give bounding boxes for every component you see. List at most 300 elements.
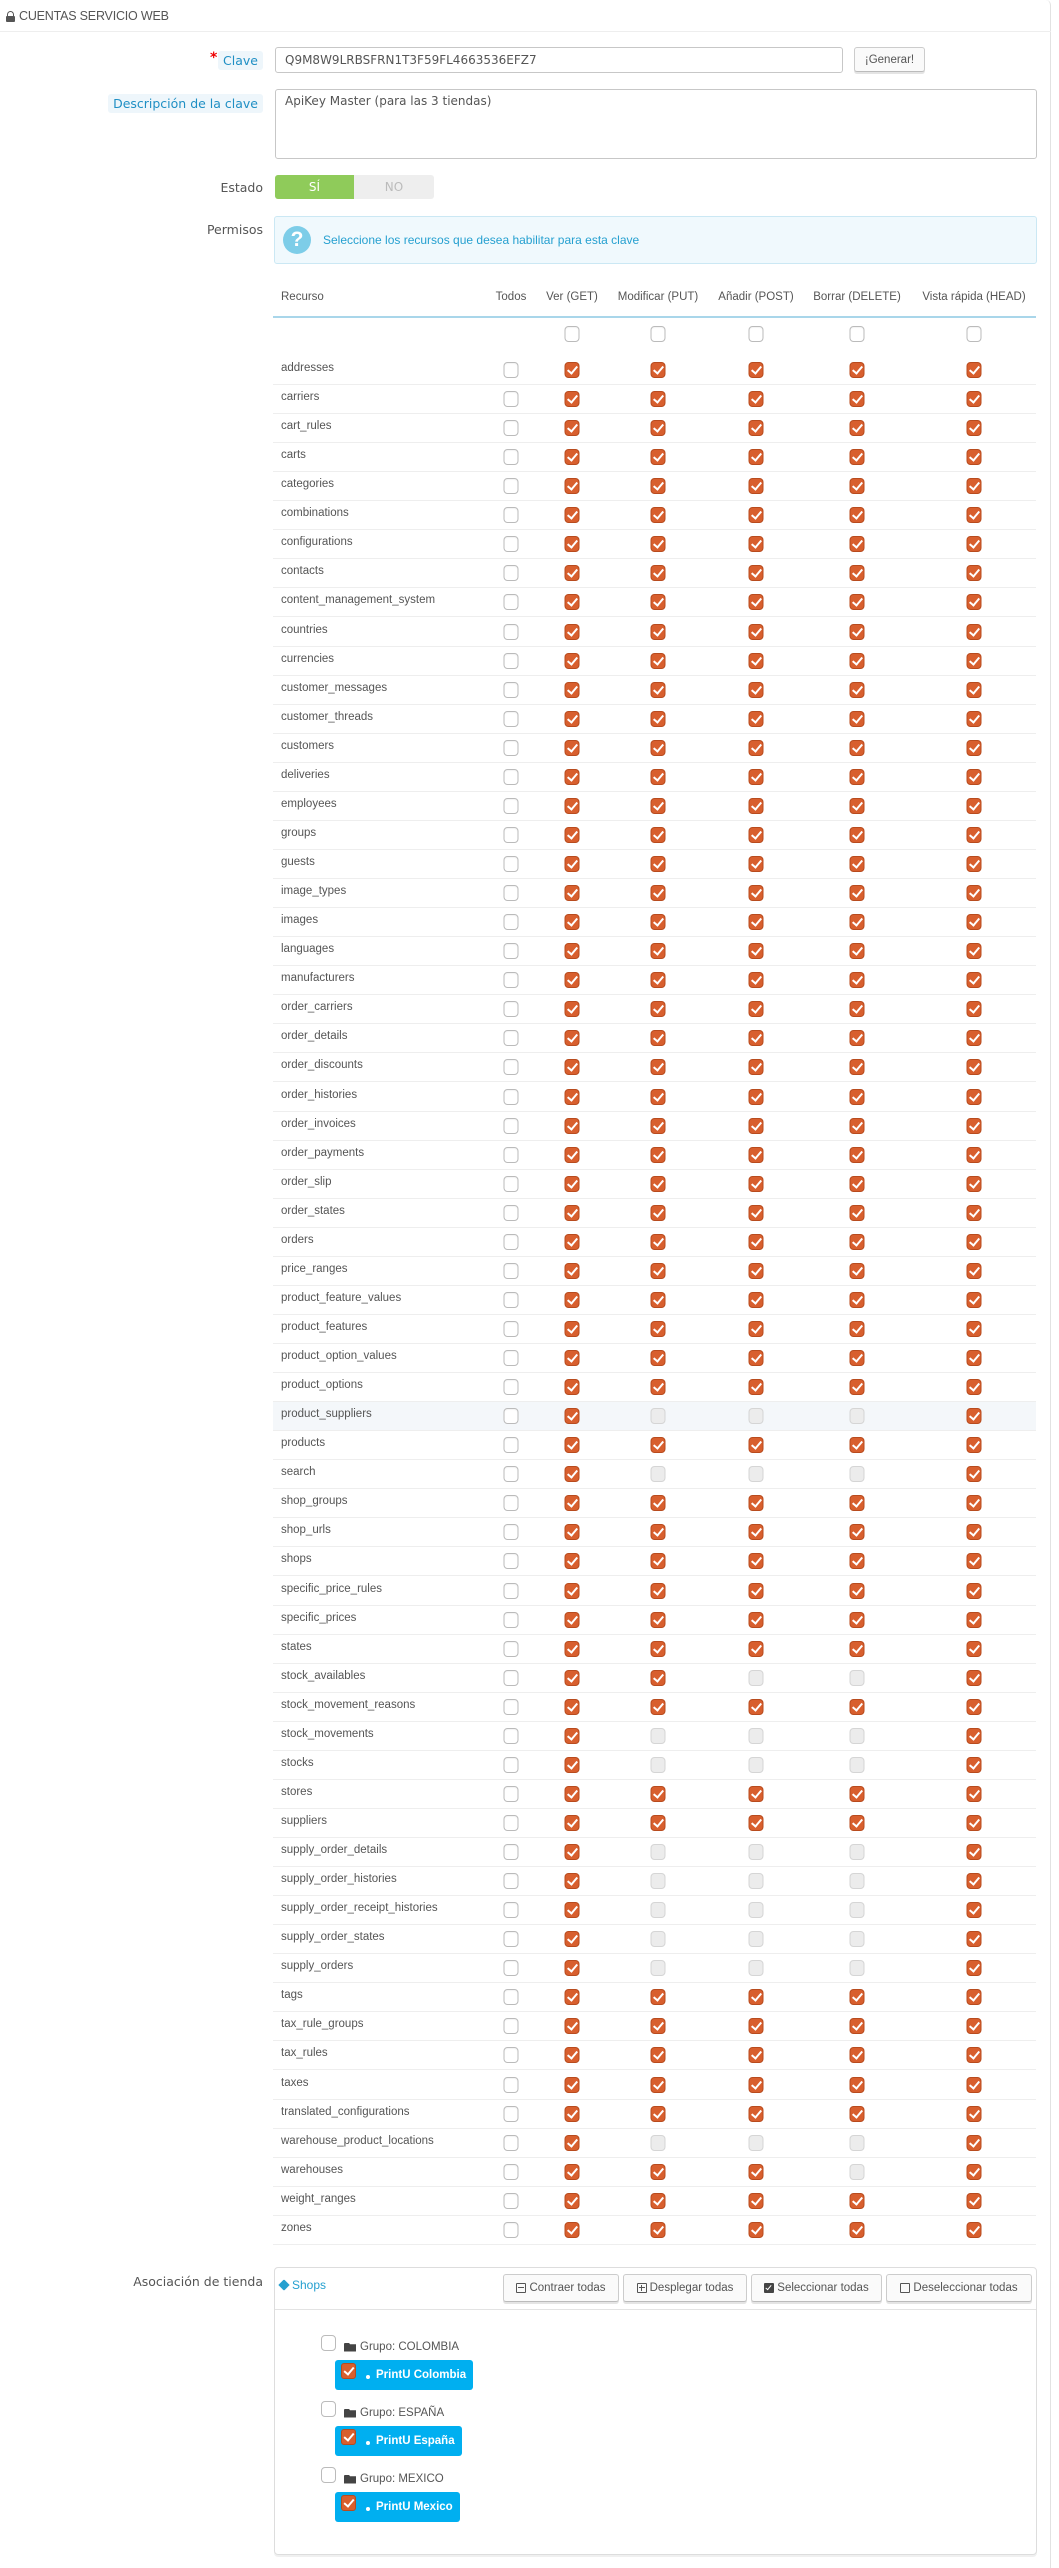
delete-checkbox[interactable] — [850, 1583, 865, 1599]
get-checkbox[interactable] — [565, 2193, 580, 2209]
post-checkbox[interactable] — [749, 2106, 764, 2122]
head-checkbox[interactable] — [967, 798, 982, 814]
delete-checkbox[interactable] — [850, 507, 865, 523]
put-checkbox[interactable] — [651, 1815, 666, 1831]
put-checkbox[interactable] — [651, 2222, 666, 2238]
all-checkbox[interactable] — [504, 420, 519, 436]
head-checkbox[interactable] — [967, 1670, 982, 1686]
put-checkbox[interactable] — [651, 1176, 666, 1192]
put-checkbox[interactable] — [651, 449, 666, 465]
all-checkbox[interactable] — [504, 478, 519, 494]
head-checkbox[interactable] — [967, 1844, 982, 1860]
head-checkbox[interactable] — [967, 972, 982, 988]
get-checkbox[interactable] — [565, 536, 580, 552]
get-checkbox[interactable] — [565, 420, 580, 436]
delete-checkbox[interactable] — [850, 536, 865, 552]
head-checkbox[interactable] — [967, 856, 982, 872]
all-checkbox[interactable] — [504, 1059, 519, 1075]
head-checkbox[interactable] — [967, 2135, 982, 2151]
delete-checkbox[interactable] — [850, 653, 865, 669]
get-checkbox[interactable] — [565, 1815, 580, 1831]
delete-checkbox[interactable] — [850, 1437, 865, 1453]
head-checkbox[interactable] — [967, 536, 982, 552]
key-input[interactable] — [275, 47, 843, 73]
get-checkbox[interactable] — [565, 1001, 580, 1017]
delete-checkbox[interactable] — [850, 1118, 865, 1134]
shop-item-colombia[interactable] — [335, 2360, 473, 2390]
put-checkbox[interactable] — [651, 943, 666, 959]
head-checkbox[interactable] — [967, 1350, 982, 1366]
get-checkbox[interactable] — [565, 1786, 580, 1802]
put-checkbox[interactable] — [651, 1118, 666, 1134]
head-checkbox[interactable] — [967, 449, 982, 465]
head-checkbox[interactable] — [967, 1059, 982, 1075]
get-checkbox[interactable] — [565, 1466, 580, 1482]
all-checkbox[interactable] — [504, 1001, 519, 1017]
head-checkbox[interactable] — [967, 1495, 982, 1511]
put-checkbox[interactable] — [651, 1350, 666, 1366]
post-checkbox[interactable] — [749, 943, 764, 959]
all-checkbox[interactable] — [504, 449, 519, 465]
get-checkbox[interactable] — [565, 1757, 580, 1773]
put-checkbox[interactable] — [651, 362, 666, 378]
head-checkbox[interactable] — [967, 1612, 982, 1628]
all-checkbox[interactable] — [504, 2106, 519, 2122]
put-checkbox[interactable] — [651, 769, 666, 785]
delete-checkbox[interactable] — [850, 827, 865, 843]
post-checkbox[interactable] — [749, 1699, 764, 1715]
shop-item-mexico[interactable] — [335, 2492, 460, 2522]
shop-checkbox[interactable] — [341, 2429, 356, 2445]
delete-checkbox[interactable] — [850, 1263, 865, 1279]
delete-checkbox[interactable] — [850, 1321, 865, 1337]
all-checkbox[interactable] — [504, 536, 519, 552]
post-checkbox[interactable] — [749, 1495, 764, 1511]
put-checkbox[interactable] — [651, 972, 666, 988]
post-checkbox[interactable] — [749, 362, 764, 378]
get-checkbox[interactable] — [565, 972, 580, 988]
all-checkbox[interactable] — [504, 972, 519, 988]
put-checkbox[interactable] — [651, 2047, 666, 2063]
get-checkbox[interactable] — [565, 1437, 580, 1453]
get-checkbox[interactable] — [565, 1960, 580, 1976]
head-checkbox[interactable] — [967, 1989, 982, 2005]
delete-checkbox[interactable] — [850, 2193, 865, 2209]
post-checkbox[interactable] — [749, 798, 764, 814]
get-checkbox[interactable] — [565, 1873, 580, 1889]
get-checkbox[interactable] — [565, 507, 580, 523]
head-checkbox[interactable] — [967, 1234, 982, 1250]
generate-key-button[interactable]: ¡Generar! — [854, 47, 925, 72]
head-checkbox[interactable] — [967, 478, 982, 494]
put-checkbox[interactable] — [651, 2193, 666, 2209]
get-checkbox[interactable] — [565, 1059, 580, 1075]
delete-checkbox[interactable] — [850, 1089, 865, 1105]
get-checkbox[interactable] — [565, 1641, 580, 1657]
get-checkbox[interactable] — [565, 1030, 580, 1046]
status-on-option[interactable]: SÍ — [275, 175, 354, 199]
post-checkbox[interactable] — [749, 391, 764, 407]
head-checkbox[interactable] — [967, 1176, 982, 1192]
all-checkbox[interactable] — [504, 507, 519, 523]
get-checkbox[interactable] — [565, 449, 580, 465]
all-checkbox[interactable] — [504, 711, 519, 727]
all-checkbox[interactable] — [504, 827, 519, 843]
all-checkbox[interactable] — [504, 2193, 519, 2209]
group-checkbox[interactable] — [321, 2335, 336, 2351]
head-checkbox[interactable] — [967, 827, 982, 843]
delete-checkbox[interactable] — [850, 2047, 865, 2063]
post-checkbox[interactable] — [749, 1553, 764, 1569]
get-checkbox[interactable] — [565, 1118, 580, 1134]
get-checkbox[interactable] — [565, 1408, 580, 1424]
shop-checkbox[interactable] — [341, 2495, 356, 2511]
description-textarea[interactable] — [275, 89, 1037, 159]
get-checkbox[interactable] — [565, 769, 580, 785]
all-checkbox[interactable] — [504, 1292, 519, 1308]
delete-checkbox[interactable] — [850, 856, 865, 872]
head-checkbox[interactable] — [967, 1699, 982, 1715]
delete-checkbox[interactable] — [850, 1641, 865, 1657]
post-checkbox[interactable] — [749, 536, 764, 552]
delete-checkbox[interactable] — [850, 449, 865, 465]
get-checkbox[interactable] — [565, 1524, 580, 1540]
all-checkbox[interactable] — [504, 1408, 519, 1424]
post-checkbox[interactable] — [749, 1437, 764, 1453]
all-checkbox[interactable] — [504, 885, 519, 901]
delete-checkbox[interactable] — [850, 1001, 865, 1017]
delete-checkbox[interactable] — [850, 1612, 865, 1628]
all-checkbox[interactable] — [504, 1612, 519, 1628]
head-checkbox[interactable] — [967, 1263, 982, 1279]
put-checkbox[interactable] — [651, 653, 666, 669]
all-checkbox[interactable] — [504, 1321, 519, 1337]
get-checkbox[interactable] — [565, 1350, 580, 1366]
head-checkbox[interactable] — [967, 1728, 982, 1744]
head-checkbox[interactable] — [967, 1873, 982, 1889]
head-checkbox[interactable] — [967, 914, 982, 930]
head-checkbox[interactable] — [967, 1089, 982, 1105]
put-checkbox[interactable] — [651, 1524, 666, 1540]
head-checkbox[interactable] — [967, 1030, 982, 1046]
head-checkbox[interactable] — [967, 594, 982, 610]
head-checkbox[interactable] — [967, 1437, 982, 1453]
post-checkbox[interactable] — [749, 2047, 764, 2063]
all-checkbox[interactable] — [504, 1757, 519, 1773]
delete-checkbox[interactable] — [850, 1030, 865, 1046]
put-checkbox[interactable] — [651, 1001, 666, 1017]
head-checkbox[interactable] — [967, 1118, 982, 1134]
head-checkbox[interactable] — [967, 1147, 982, 1163]
post-checkbox[interactable] — [749, 1059, 764, 1075]
post-checkbox[interactable] — [749, 1379, 764, 1395]
post-checkbox[interactable] — [749, 1786, 764, 1802]
post-checkbox[interactable] — [749, 1321, 764, 1337]
delete-checkbox[interactable] — [850, 1553, 865, 1569]
delete-checkbox[interactable] — [850, 1350, 865, 1366]
delete-checkbox[interactable] — [850, 914, 865, 930]
get-checkbox[interactable] — [565, 827, 580, 843]
post-checkbox[interactable] — [749, 1205, 764, 1221]
delete-checkbox[interactable] — [850, 740, 865, 756]
head-checkbox[interactable] — [967, 2047, 982, 2063]
delete-checkbox[interactable] — [850, 420, 865, 436]
all-checkbox[interactable] — [504, 2135, 519, 2151]
get-checkbox[interactable] — [565, 1902, 580, 1918]
get-checkbox[interactable] — [565, 1263, 580, 1279]
post-checkbox[interactable] — [749, 885, 764, 901]
all-checkbox[interactable] — [504, 1583, 519, 1599]
put-checkbox[interactable] — [651, 1379, 666, 1395]
head-checkbox[interactable] — [967, 943, 982, 959]
head-checkbox[interactable] — [967, 1321, 982, 1337]
all-checkbox[interactable] — [504, 1844, 519, 1860]
all-checkbox[interactable] — [504, 1118, 519, 1134]
all-checkbox[interactable] — [504, 1524, 519, 1540]
put-checkbox[interactable] — [651, 1437, 666, 1453]
put-checkbox[interactable] — [651, 711, 666, 727]
all-checkbox[interactable] — [504, 1873, 519, 1889]
post-checkbox[interactable] — [749, 1089, 764, 1105]
all-checkbox[interactable] — [504, 740, 519, 756]
post-checkbox[interactable] — [749, 2018, 764, 2034]
put-checkbox[interactable] — [651, 1583, 666, 1599]
select-all-put-checkbox[interactable] — [651, 326, 666, 342]
get-checkbox[interactable] — [565, 682, 580, 698]
get-checkbox[interactable] — [565, 1989, 580, 2005]
post-checkbox[interactable] — [749, 682, 764, 698]
status-off-option[interactable]: NO — [384, 180, 404, 194]
select-all-head-checkbox[interactable] — [967, 326, 982, 342]
post-checkbox[interactable] — [749, 2222, 764, 2238]
get-checkbox[interactable] — [565, 1844, 580, 1860]
post-checkbox[interactable] — [749, 2193, 764, 2209]
post-checkbox[interactable] — [749, 972, 764, 988]
post-checkbox[interactable] — [749, 1292, 764, 1308]
select-all-get-checkbox[interactable] — [565, 326, 580, 342]
all-checkbox[interactable] — [504, 1466, 519, 1482]
put-checkbox[interactable] — [651, 1553, 666, 1569]
status-switch[interactable] — [275, 175, 434, 199]
select-all-delete-checkbox[interactable] — [850, 326, 865, 342]
get-checkbox[interactable] — [565, 1234, 580, 1250]
head-checkbox[interactable] — [967, 1553, 982, 1569]
put-checkbox[interactable] — [651, 798, 666, 814]
post-checkbox[interactable] — [749, 1583, 764, 1599]
all-checkbox[interactable] — [504, 1350, 519, 1366]
put-checkbox[interactable] — [651, 1089, 666, 1105]
head-checkbox[interactable] — [967, 1815, 982, 1831]
delete-checkbox[interactable] — [850, 362, 865, 378]
delete-checkbox[interactable] — [850, 1786, 865, 1802]
put-checkbox[interactable] — [651, 1292, 666, 1308]
head-checkbox[interactable] — [967, 769, 982, 785]
delete-checkbox[interactable] — [850, 1495, 865, 1511]
get-checkbox[interactable] — [565, 391, 580, 407]
delete-checkbox[interactable] — [850, 1699, 865, 1715]
put-checkbox[interactable] — [651, 1234, 666, 1250]
head-checkbox[interactable] — [967, 1408, 982, 1424]
head-checkbox[interactable] — [967, 1583, 982, 1599]
get-checkbox[interactable] — [565, 1583, 580, 1599]
all-checkbox[interactable] — [504, 1030, 519, 1046]
get-checkbox[interactable] — [565, 1379, 580, 1395]
put-checkbox[interactable] — [651, 1989, 666, 2005]
put-checkbox[interactable] — [651, 1147, 666, 1163]
head-checkbox[interactable] — [967, 740, 982, 756]
put-checkbox[interactable] — [651, 2106, 666, 2122]
post-checkbox[interactable] — [749, 653, 764, 669]
all-checkbox[interactable] — [504, 1147, 519, 1163]
put-checkbox[interactable] — [651, 391, 666, 407]
delete-checkbox[interactable] — [850, 769, 865, 785]
post-checkbox[interactable] — [749, 1263, 764, 1279]
all-checkbox[interactable] — [504, 1234, 519, 1250]
head-checkbox[interactable] — [967, 1757, 982, 1773]
delete-checkbox[interactable] — [850, 1059, 865, 1075]
get-checkbox[interactable] — [565, 2135, 580, 2151]
get-checkbox[interactable] — [565, 885, 580, 901]
put-checkbox[interactable] — [651, 682, 666, 698]
head-checkbox[interactable] — [967, 1641, 982, 1657]
head-checkbox[interactable] — [967, 2106, 982, 2122]
head-checkbox[interactable] — [967, 420, 982, 436]
all-checkbox[interactable] — [504, 2164, 519, 2180]
head-checkbox[interactable] — [967, 653, 982, 669]
all-checkbox[interactable] — [504, 769, 519, 785]
get-checkbox[interactable] — [565, 1147, 580, 1163]
post-checkbox[interactable] — [749, 1147, 764, 1163]
get-checkbox[interactable] — [565, 856, 580, 872]
post-checkbox[interactable] — [749, 1612, 764, 1628]
delete-checkbox[interactable] — [850, 972, 865, 988]
head-checkbox[interactable] — [967, 565, 982, 581]
delete-checkbox[interactable] — [850, 1292, 865, 1308]
all-checkbox[interactable] — [504, 914, 519, 930]
get-checkbox[interactable] — [565, 1612, 580, 1628]
select-all-post-checkbox[interactable] — [749, 326, 764, 342]
delete-checkbox[interactable] — [850, 624, 865, 640]
all-checkbox[interactable] — [504, 391, 519, 407]
all-checkbox[interactable] — [504, 798, 519, 814]
get-checkbox[interactable] — [565, 565, 580, 581]
head-checkbox[interactable] — [967, 1205, 982, 1221]
delete-checkbox[interactable] — [850, 1147, 865, 1163]
post-checkbox[interactable] — [749, 1176, 764, 1192]
get-checkbox[interactable] — [565, 1699, 580, 1715]
head-checkbox[interactable] — [967, 2164, 982, 2180]
all-checkbox[interactable] — [504, 624, 519, 640]
delete-checkbox[interactable] — [850, 391, 865, 407]
get-checkbox[interactable] — [565, 1670, 580, 1686]
put-checkbox[interactable] — [651, 1059, 666, 1075]
get-checkbox[interactable] — [565, 594, 580, 610]
delete-checkbox[interactable] — [850, 594, 865, 610]
all-checkbox[interactable] — [504, 1699, 519, 1715]
all-checkbox[interactable] — [504, 1176, 519, 1192]
get-checkbox[interactable] — [565, 1205, 580, 1221]
get-checkbox[interactable] — [565, 624, 580, 640]
delete-checkbox[interactable] — [850, 1379, 865, 1395]
head-checkbox[interactable] — [967, 362, 982, 378]
post-checkbox[interactable] — [749, 1234, 764, 1250]
get-checkbox[interactable] — [565, 1292, 580, 1308]
all-checkbox[interactable] — [504, 1902, 519, 1918]
head-checkbox[interactable] — [967, 1524, 982, 1540]
all-checkbox[interactable] — [504, 856, 519, 872]
delete-checkbox[interactable] — [850, 1989, 865, 2005]
head-checkbox[interactable] — [967, 682, 982, 698]
head-checkbox[interactable] — [967, 1466, 982, 1482]
put-checkbox[interactable] — [651, 594, 666, 610]
put-checkbox[interactable] — [651, 2164, 666, 2180]
delete-checkbox[interactable] — [850, 798, 865, 814]
all-checkbox[interactable] — [504, 1089, 519, 1105]
get-checkbox[interactable] — [565, 1089, 580, 1105]
put-checkbox[interactable] — [651, 856, 666, 872]
post-checkbox[interactable] — [749, 856, 764, 872]
get-checkbox[interactable] — [565, 2077, 580, 2093]
put-checkbox[interactable] — [651, 827, 666, 843]
put-checkbox[interactable] — [651, 1786, 666, 1802]
post-checkbox[interactable] — [749, 1815, 764, 1831]
all-checkbox[interactable] — [504, 1553, 519, 1569]
put-checkbox[interactable] — [651, 914, 666, 930]
delete-checkbox[interactable] — [850, 478, 865, 494]
get-checkbox[interactable] — [565, 1321, 580, 1337]
head-checkbox[interactable] — [967, 1931, 982, 1947]
get-checkbox[interactable] — [565, 2164, 580, 2180]
post-checkbox[interactable] — [749, 449, 764, 465]
post-checkbox[interactable] — [749, 1641, 764, 1657]
put-checkbox[interactable] — [651, 1321, 666, 1337]
post-checkbox[interactable] — [749, 594, 764, 610]
put-checkbox[interactable] — [651, 1699, 666, 1715]
shop-item-espana[interactable] — [335, 2426, 462, 2456]
put-checkbox[interactable] — [651, 1612, 666, 1628]
get-checkbox[interactable] — [565, 798, 580, 814]
all-checkbox[interactable] — [504, 1960, 519, 1976]
expand-all-button[interactable] — [623, 2274, 747, 2302]
all-checkbox[interactable] — [504, 1205, 519, 1221]
delete-checkbox[interactable] — [850, 2018, 865, 2034]
put-checkbox[interactable] — [651, 1641, 666, 1657]
select-all-button[interactable] — [751, 2274, 882, 2302]
all-checkbox[interactable] — [504, 682, 519, 698]
put-checkbox[interactable] — [651, 1495, 666, 1511]
all-checkbox[interactable] — [504, 653, 519, 669]
head-checkbox[interactable] — [967, 1786, 982, 1802]
delete-checkbox[interactable] — [850, 2222, 865, 2238]
all-checkbox[interactable] — [504, 2047, 519, 2063]
all-checkbox[interactable] — [504, 1989, 519, 2005]
put-checkbox[interactable] — [651, 740, 666, 756]
put-checkbox[interactable] — [651, 2018, 666, 2034]
post-checkbox[interactable] — [749, 478, 764, 494]
group-checkbox[interactable] — [321, 2401, 336, 2417]
head-checkbox[interactable] — [967, 711, 982, 727]
post-checkbox[interactable] — [749, 769, 764, 785]
put-checkbox[interactable] — [651, 1263, 666, 1279]
get-checkbox[interactable] — [565, 653, 580, 669]
get-checkbox[interactable] — [565, 1176, 580, 1192]
post-checkbox[interactable] — [749, 2077, 764, 2093]
all-checkbox[interactable] — [504, 1263, 519, 1279]
put-checkbox[interactable] — [651, 536, 666, 552]
post-checkbox[interactable] — [749, 914, 764, 930]
put-checkbox[interactable] — [651, 1205, 666, 1221]
all-checkbox[interactable] — [504, 943, 519, 959]
